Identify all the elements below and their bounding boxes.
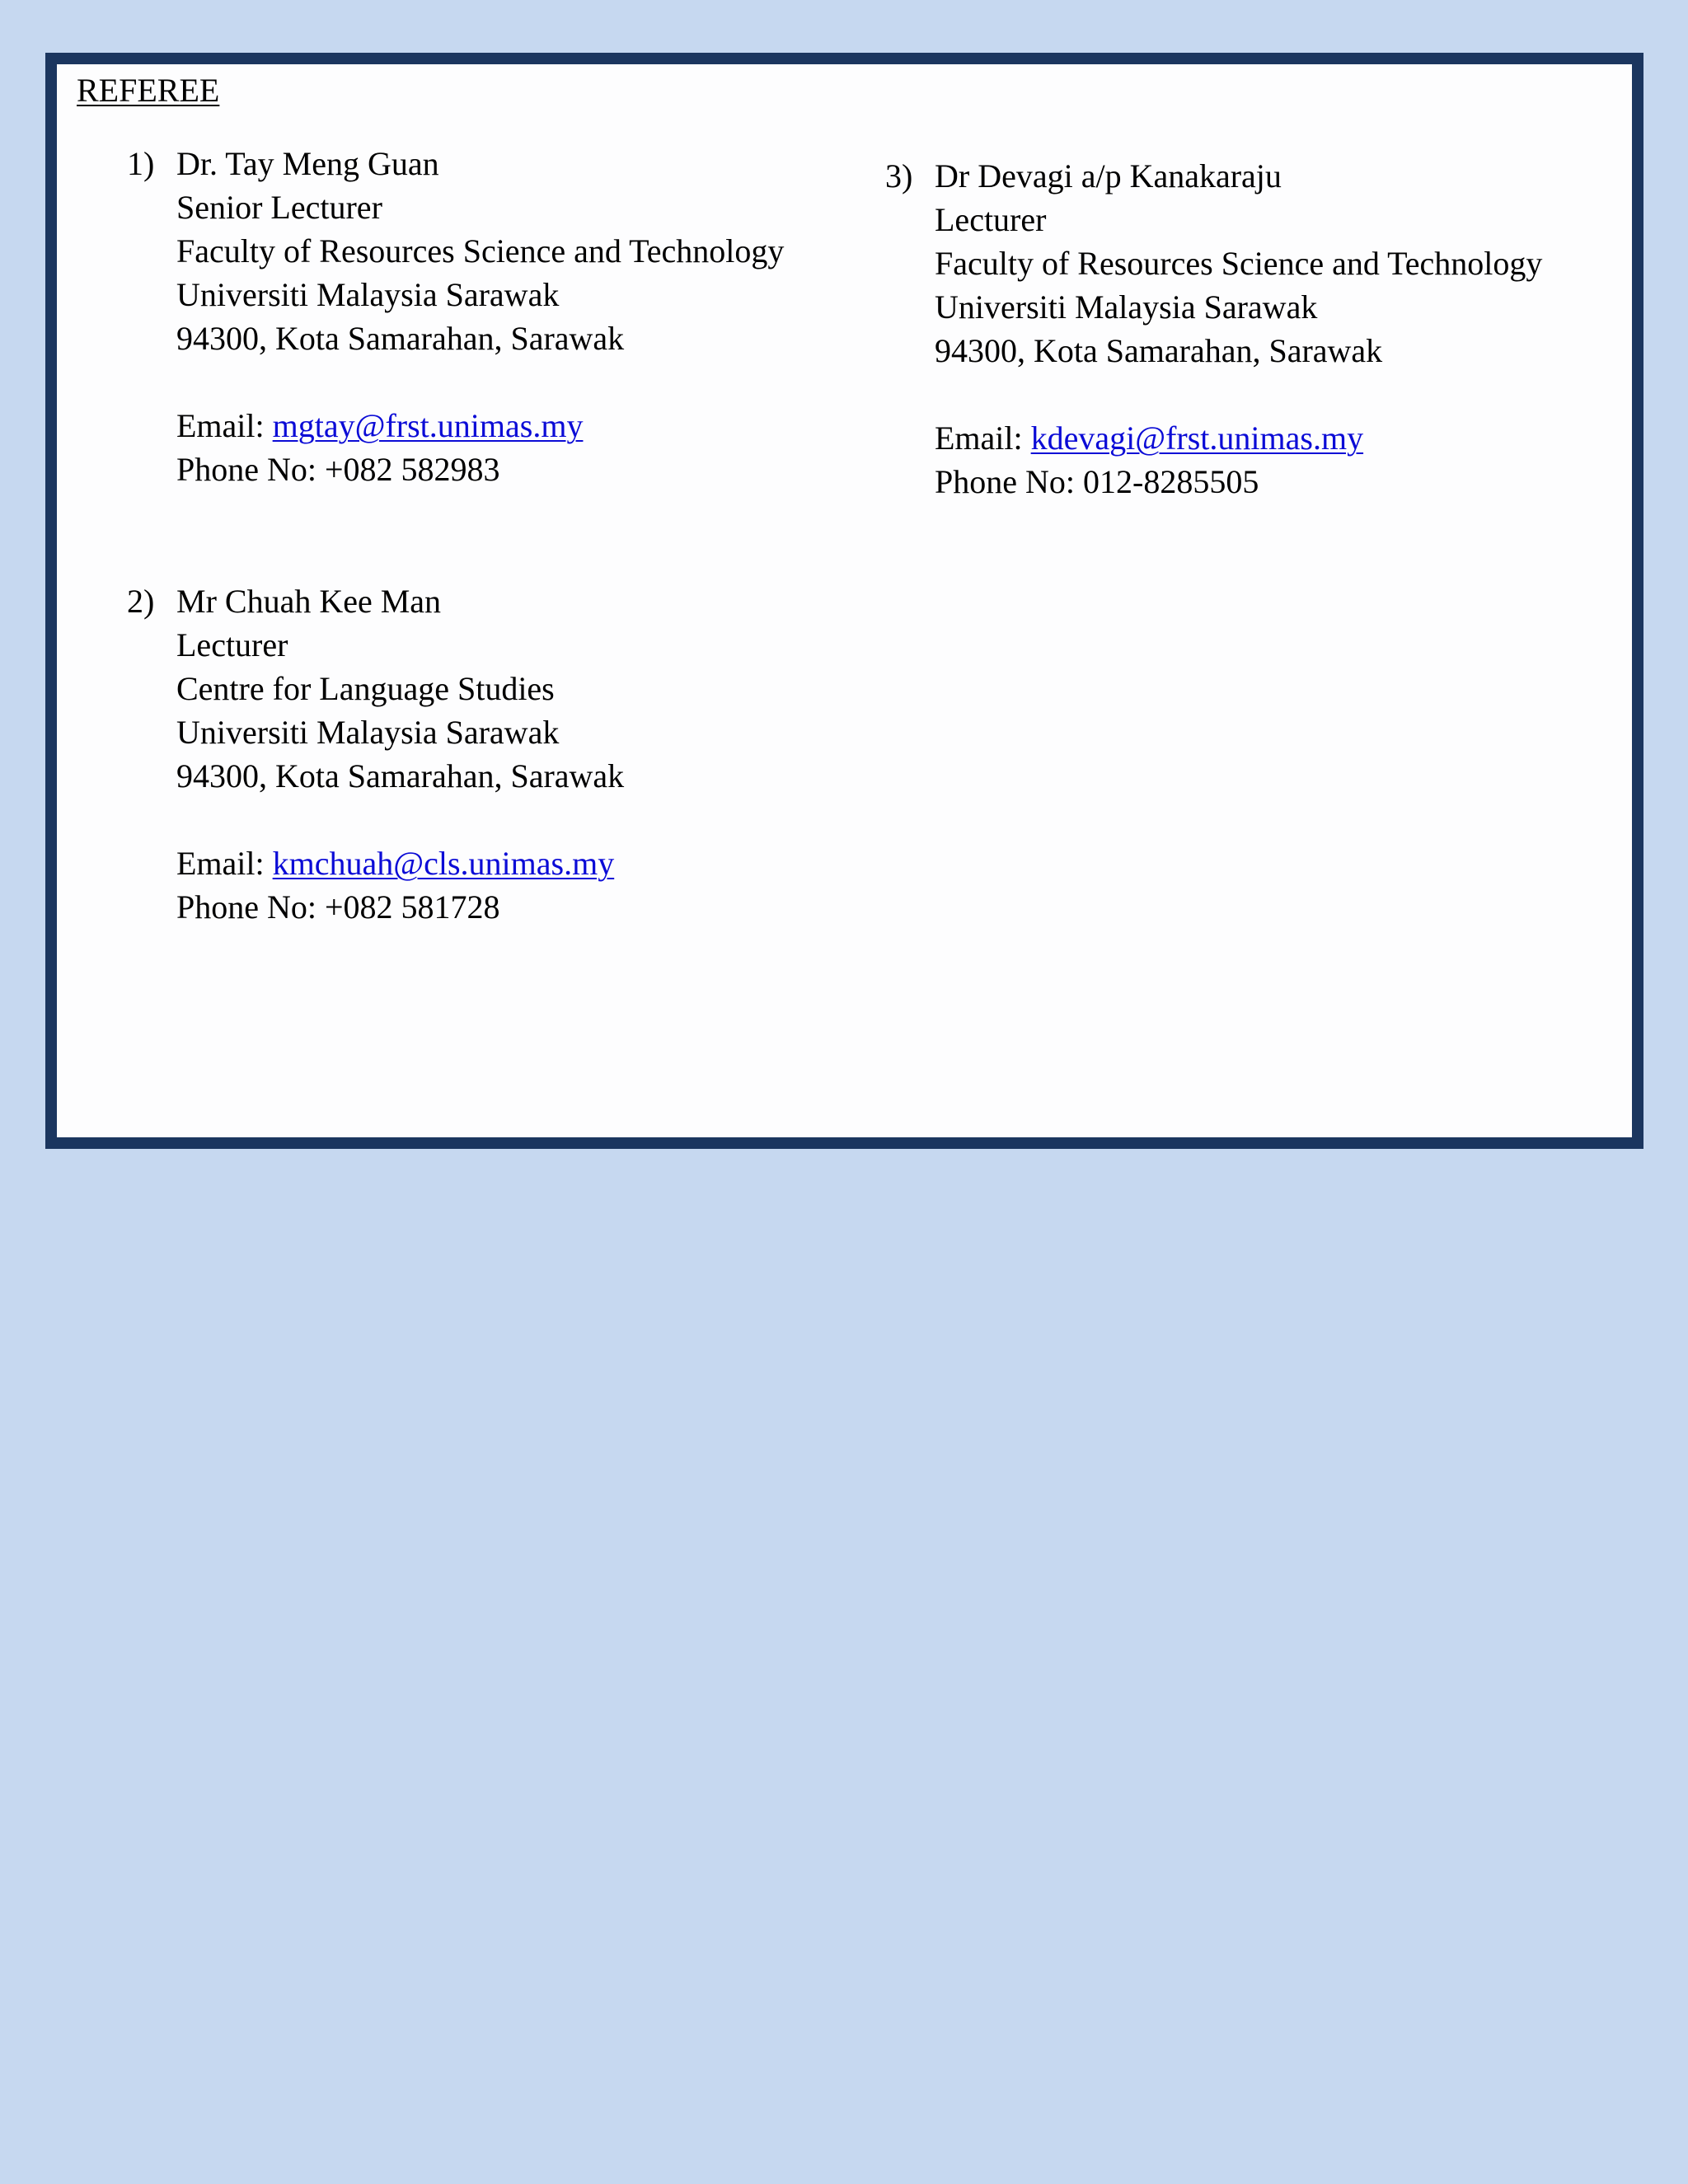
email-label: Email: (176, 845, 273, 882)
referee-address: 94300, Kota Samarahan, Sarawak (935, 332, 1383, 369)
referee-number: 1) (127, 145, 155, 182)
referee-department: Centre for Language Studies (176, 670, 555, 707)
referee-phone: Phone No: +082 582983 (176, 451, 500, 488)
referee-email-line (935, 416, 1542, 460)
referee-department: Faculty of Resources Science and Technology (935, 245, 1543, 282)
referee-phone: Phone No: +082 581728 (176, 888, 500, 926)
referee-university: Universiti Malaysia Sarawak (176, 714, 560, 751)
referee-position: Lecturer (176, 626, 288, 663)
email-link[interactable]: mgtay@frst.unimas.my (272, 407, 584, 444)
referee-position: Lecturer (935, 201, 1047, 238)
referee-phone: Phone No: 012-8285505 (935, 463, 1259, 500)
referee-address: 94300, Kota Samarahan, Sarawak (176, 320, 625, 357)
email-label: Email: (176, 407, 273, 444)
referee-email-line (176, 841, 624, 885)
email-link[interactable]: kdevagi@frst.unimas.my (1030, 419, 1364, 457)
referee-number: 2) (127, 583, 155, 620)
referee-position: Senior Lecturer (176, 189, 382, 226)
referee-name: Mr Chuah Kee Man (176, 583, 442, 620)
referee-university: Universiti Malaysia Sarawak (935, 288, 1318, 326)
referee-university: Universiti Malaysia Sarawak (176, 276, 560, 313)
email-label: Email: (935, 419, 1031, 457)
referee-address: 94300, Kota Samarahan, Sarawak (176, 757, 625, 794)
referee-name: Dr Devagi a/p Kanakaraju (935, 157, 1282, 194)
section-heading: REFEREE (77, 72, 220, 109)
referee-email-line (176, 404, 784, 448)
email-link[interactable]: kmchuah@cls.unimas.my (272, 845, 615, 882)
referee-name: Dr. Tay Meng Guan (176, 145, 439, 182)
referee-number: 3) (885, 157, 913, 194)
referee-department: Faculty of Resources Science and Technology (176, 232, 785, 269)
